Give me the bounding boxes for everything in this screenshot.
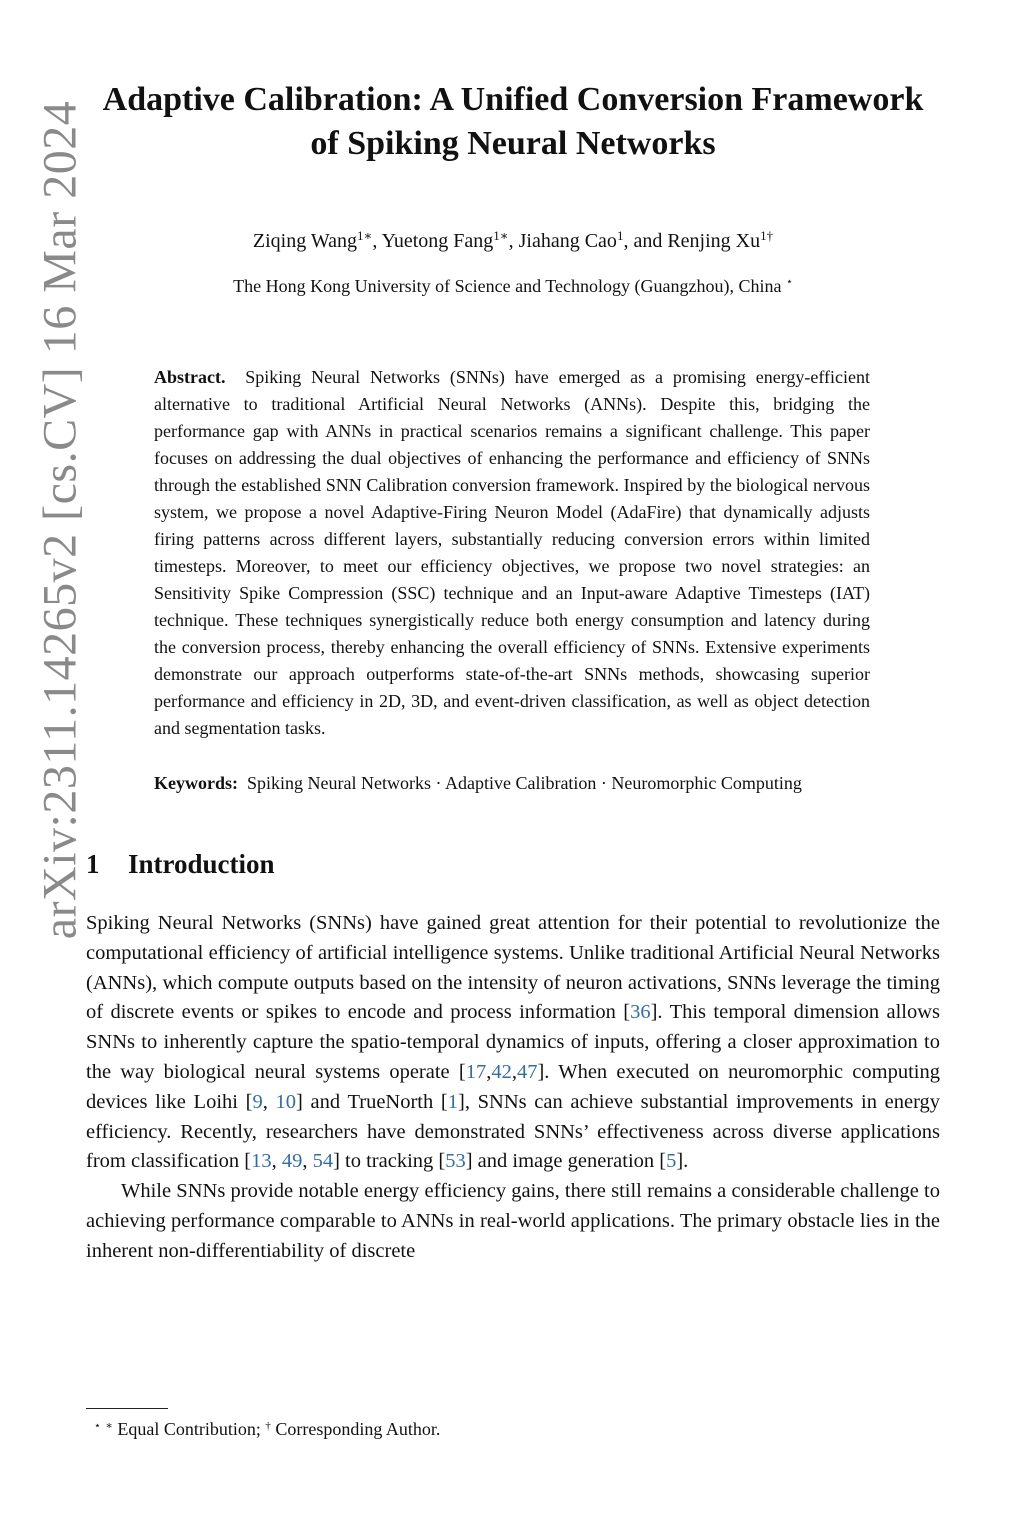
abstract-label: Abstract. [154,367,226,387]
author-name: Ziqing Wang [252,230,357,252]
citation-link[interactable]: 5 [666,1150,677,1173]
text-run: , [486,1060,492,1083]
title-line-2: of Spiking Neural Networks [310,125,716,162]
footnote-mark: ⋆ [94,1420,101,1432]
author-separator: , [508,230,519,252]
text-run: ], SNNs can achieve substantial improvements in energy efficiency. Recently, researchers have demonstrated SNNs’ effectiveness across diverse applications from classification [ [86,1090,941,1173]
footnote-text: Corresponding Author. [275,1419,441,1439]
citation-link[interactable]: 17 [465,1060,487,1083]
intro-paragraph-2: While SNNs provide notable energy efficiency gains, there still remains a considerable challenge to achieving performance comparable to ANNs in real-world applications. The primary obstacle lies in the inherent non-differentiability of discrete [86,1180,940,1262]
arxiv-id: arXiv:2311.14265v2 [cs.CV] 16 Mar 2024 [33,100,87,940]
footnote-mark: ∗ [105,1420,113,1432]
citation-link[interactable]: 9 [252,1090,263,1113]
title-line-1: Adaptive Calibration: A Unified Conversion Framework [102,81,924,118]
abstract [154,364,870,742]
text-run: ]. [676,1150,689,1173]
author-name: Yuetong Fang [381,230,494,252]
author-mark: 1 [616,228,624,243]
text-run: , [511,1060,517,1083]
author-name: Renjing Xu [667,230,761,252]
author-separator: , and [623,230,668,252]
text-run: ] to tracking [ [333,1150,446,1173]
text-run: Spiking Neural Networks (SNNs) have gained great attention for their potential to revolutionize the computational efficiency of artificial intelligence systems. Unlike traditional Artificial Neural Networks (ANNs), which compute outputs based on the intensity of neuron activations, SNNs leverage the timing of discrete events or spikes to encode and process information [ [86,912,940,1024]
keywords [154,770,870,797]
citation-link[interactable]: 47 [516,1060,538,1083]
section-heading [86,847,940,881]
section-title: Introduction [128,849,275,879]
citation-link[interactable]: 36 [630,1001,651,1024]
footnote-text: Equal Contribution; [117,1419,261,1439]
author-list [86,228,940,254]
arxiv-watermark [30,80,90,960]
author-mark: 1∗ [493,228,509,243]
text-run: ] and TrueNorth [ [296,1090,448,1113]
author-mark: 1∗ [357,228,373,243]
author-mark: 1† [760,228,774,243]
paper-title [86,78,940,166]
section-number: 1 [86,849,100,879]
affiliation-mark: ⋆ [785,276,793,288]
text-run: , [271,1150,282,1173]
citation-link[interactable]: 49 [281,1150,303,1173]
citation-link[interactable]: 13 [251,1150,272,1173]
keywords-label: Keywords: [154,773,238,793]
footnote [94,1417,440,1441]
citation-link[interactable]: 1 [447,1090,459,1113]
text-run: , [262,1090,276,1113]
author-separator: , [372,230,382,252]
citation-link[interactable]: 53 [445,1150,466,1173]
abstract-text: Spiking Neural Networks (SNNs) have emerged as a promising energy-efficient alternative to traditional Artificial Neural Networks (ANNs). Despite this, bridging the performance gap with ANNs in practical scenarios remains a significant challenge. This paper focuses on addressing the dual objectives of enhancing the performance and efficiency of SNNs through the established SNN Calibration conversion framework. Inspired by the biological nervous system, we propose a novel Adaptive-Firing Neuron Model (AdaFire) that dynamically adjusts firing patterns across different layers, substantially reducing conversion errors within limited timesteps. Moreover, to meet our efficiency objectives, we propose two novel strategies: an Sensitivity Spike Compression (SSC) technique and an Input-aware Adaptive Timesteps (IAT) technique. These techniques synergistically reduce both energy consumption and latency during the conversion process, thereby enhancing the overall efficiency of SNNs. Extensive experiments demonstrate our approach outperforms state-of-the-art SNNs methods, showcasing superior performance and efficiency in 2D, 3D, and event-driven classification, as well as object detection and segmentation tasks. [154,367,871,738]
intro-paragraph-1 [86,909,940,1177]
text-run: ] and image generation [ [465,1150,667,1173]
citation-link[interactable]: 10 [275,1090,297,1113]
text-run: ]. This temporal dimension allows SNNs to inherently capture the spatio-temporal dynamics of inputs, offering a closer approximation to the way biological neural systems operate [ [86,1001,940,1083]
paper-page [86,70,940,1267]
text-run: ]. When executed on neuromorphic computing devices like Loihi [ [86,1060,940,1113]
footnote-divider [86,1408,168,1409]
text-run: , [302,1150,313,1173]
author-name: Jiahang Cao [518,230,617,252]
citation-link[interactable]: 54 [312,1150,334,1173]
footnote-mark: † [265,1420,271,1432]
affiliation [86,274,940,298]
citation-link[interactable]: 42 [491,1060,512,1083]
keywords-text: Spiking Neural Networks · Adaptive Calibration · Neuromorphic Computing [247,773,802,793]
affiliation-text: The Hong Kong University of Science and Technology (Guangzhou), China [233,276,782,296]
